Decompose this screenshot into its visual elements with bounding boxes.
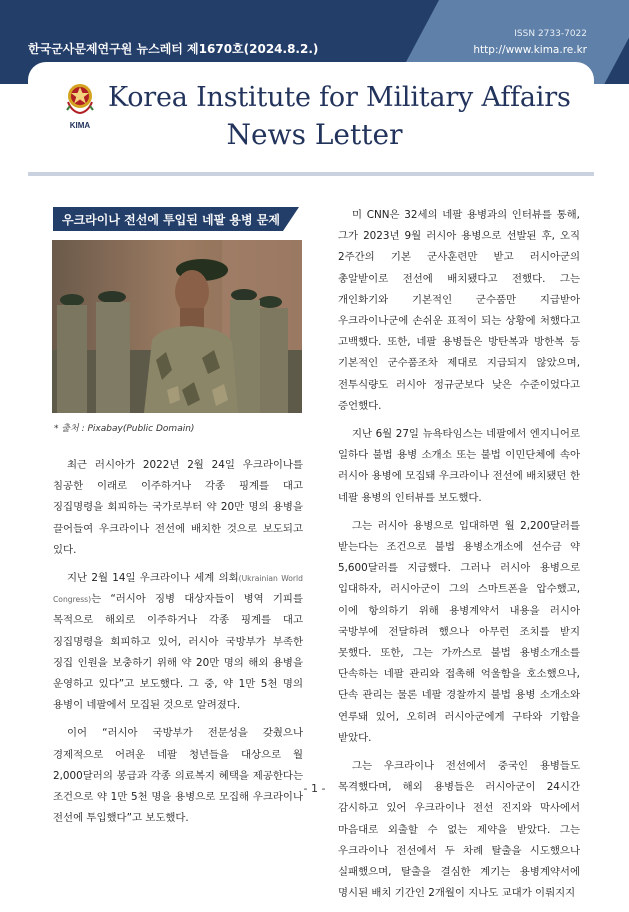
title-divider [28, 172, 594, 176]
left-column [53, 455, 303, 836]
paragraph: 그는 러시아 용병으로 입대하면 월 2,200달러를 받는다는 조건으로 불법 용병소개소에 선수금 약 5,600달러를 지급했다. 그러나 러시아 용병으로 입대하자, 러시아군이 그의 스마트폰을 압수했고, 이에 항의하기 위해 용병계약서 내용을 러시아 국방부에 전달하려 했으나 아무런 조치를 받지 못했다. 또한, 그는 가까스로 불법 용병소개소를 단속하는 네팔 관리와 접촉해 억울함을 호소했으나, 단속 관리는 물론 네팔 경찰까지 불법 용병 소개소와 연루돼 있어, 오히려 러시아군에게 구타와 기합을 받았다. [338, 519, 580, 744]
soldiers-photo [52, 240, 302, 413]
paragraph: 그는 우크라이나 전선에서 중국인 용병들도 목격했다며, 해외 용병들은 러시아군이 24시간 감시하고 있어 우크라이나 전선 진지와 막사에서 마음대로 외출할 수 없는 제약을 받았다. 그는 우크라이나 전선에서 두 차례 탈출을 시도했으나 실패했으며, 탈출을 결심한 계기는 용병계약서에 명시된 배치 기간인 2개월이 지나도 교대가 이뤄지지 [338, 760, 580, 900]
website-link[interactable]: http://www.kima.re.kr [473, 44, 587, 56]
section-title: 우크라이나 전선에 투입된 네팔 용병 문제 [62, 213, 280, 227]
issn-label: ISSN 2733-7022 [514, 29, 587, 39]
section-heading [53, 207, 299, 231]
photo-caption: * 출처 : Pixabay(Public Domain) [54, 424, 195, 434]
paragraph: 이어 “러시아 국방부가 전문성을 갖췄으나 경제적으로 어려운 네팔 청년들을 대상으로 월 2,000달러의 봉급과 각종 의료복지 혜택을 제공한다는 조건으로 약 1만 5천 명을 용병으로 모집해 우크라이나 전선에 투입했다”고 보도했다. [53, 727, 303, 825]
paragraph-text: 지난 2월 14일 우크라이나 세계 의회 [67, 572, 239, 585]
paragraph [53, 568, 303, 716]
paragraph-text: 는 “러시아 징병 대상자들이 병역 기피를 목적으로 해외로 이주하거나 각종 핑계를 대고 징집명령을 회피하고 있어, 러시아 국방부가 부족한 징집 인원을 보충하기 위해 약 20만 명의 해외 용병을 운영하고 있다”고 보도했다. 그 중, 약 1만 5천 명의 용병이 네팔에서 모집된 것으로 알려졌다. [53, 593, 303, 712]
paragraph: 최근 러시아가 2022년 2월 24일 우크라이나를 침공한 이래로 이주하거나 각종 핑계를 대고 징집명령을 회피하는 국가로부터 약 20만 명의 용병을 끌어들여 우크라이나 전선에 배치한 것으로 보도되고 있다. [53, 459, 303, 556]
page-number: - 1 - [303, 782, 326, 795]
paragraph: 지난 6월 27일 뉴욕타임스는 네팔에서 엔지니어로 일하다 불법 용병 소개소 또는 불법 이민단체에 속아 러시아 용병에 모집돼 우크라이나 전선에 배치됐던 한 네팔 용병의 인터뷰를 보도했다. [338, 428, 580, 504]
english-name-tag: (Ukrainian World Congress) [53, 574, 303, 605]
paragraph: 미 CNN은 32세의 네팔 용병과의 인터뷰를 통해, 그가 2023년 9월 러시아 용병으로 선발된 후, 오직 2주간의 기본 군사훈련만 받고 러시아군의 총알받이로 전선에 배치됐다고 전했다. 그는 개인화기와 기본적인 군수품만 지급받아 우크라이나군에 손쉬운 표적이 되는 상황에 처했다고 고백했다. 또한, 네팔 용병들은 방탄복과 방한복 등 기본적인 군수품조차 제대로 지급되지 않았으며, 전투식량도 러시아 정규군보다 낮은 수준이었다고 증언했다. [338, 209, 580, 412]
right-column [338, 205, 580, 912]
institute-title: Korea Institute for Military Affairs [108, 82, 571, 113]
section-heading-tail [283, 207, 299, 231]
logo-text: KIMA [69, 121, 91, 130]
newsletter-title: News Letter [226, 118, 403, 151]
newsletter-issue-label: 한국군사문제연구원 뉴스레터 제1670호(2024.8.2.) [28, 42, 319, 56]
